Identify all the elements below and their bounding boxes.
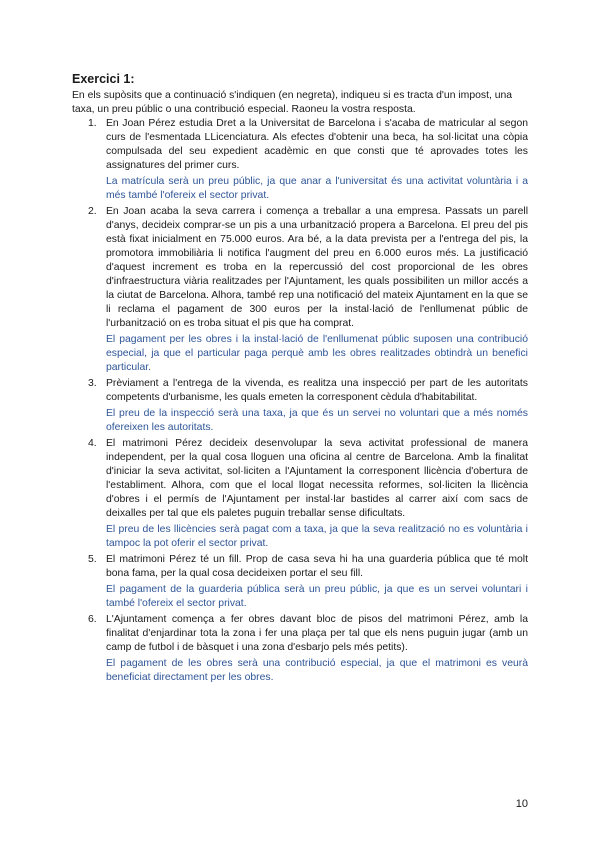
item-answer: El pagament de la guarderia pública serà un preu públic, ja que es un servei voluntari i també l'ofereix el sector privat.	[106, 584, 528, 609]
list-item	[72, 437, 528, 551]
item-answer: La matrícula serà un preu públic, ja que anar a l'universitat és una activitat voluntària i a més també l'ofereix el sector privat.	[106, 176, 528, 201]
item-statement: L'Ajuntament comença a fer obres davant bloc de pisos del matrimoni Pérez, amb la finalitat d'enjardinar tota la zona i fer una plaça per tal que els nens puguin jugar (amb un camp de futbol i de bàsquet i una zona d'esbarjo pels més petits).	[106, 614, 528, 653]
exercise-title: Exercici 1:	[72, 72, 135, 86]
document-body	[72, 72, 528, 687]
item-statement: En Joan acaba la seva carrera i comença a treballar a una empresa. Passats un parell d'anys, decideix comprar-se un pis a una urbanització propera a Barcelona. El preu del pis està fixat inicialment en 75.000 euros. Ara bé, a la data prevista per a l'entrega del pis, la promotora immobiliària li notifica l'augment del preu en 6.000 euros més. La justificació d'aquest increment es troba en la repercussió del cost proporcional de les obres d'infraestructura viària realitzades per l'Ajuntament, les quals possibiliten un millor accés a la ciutat de Barcelona. Alhora, també rep una notificació del mateix Ajuntament en la que se li reclama el pagament de 300 euros per la instal·lació de l'enllumenat públic de l'urbanització on es troba situat el pis que ha comprat.	[106, 206, 528, 329]
list-item	[72, 377, 528, 435]
item-number: 4.	[88, 438, 97, 449]
item-number: 6.	[88, 614, 97, 625]
list-item	[72, 613, 528, 685]
item-statement: El matrimoni Pérez decideix desenvolupar la seva activitat professional de manera independent, per la qual cosa lloguen una oficina al centre de Barcelona. Amb la finalitat d'iniciar la seva activitat, sol·liciten a l'Ajuntament la corresponent llicència d'obertura de l'establiment. Alhora, com que el local llogat necessita reformes, sol·liciten la llicència d'obres i el permís de l'Ajuntament per instal·lar bastides al carrer així com sacs de deixalles per tal que els paletes puguin treballar sense dificultats.	[106, 438, 528, 519]
list-item	[72, 205, 528, 375]
item-statement: Prèviament a l'entrega de la vivenda, es realitza una inspecció per part de les autoritats competents d'urbanisme, les quals emeten la corresponent cèdula d'habitabilitat.	[106, 378, 528, 403]
item-number: 3.	[88, 378, 97, 389]
item-number: 1.	[88, 118, 97, 129]
item-answer: El preu de les llicències serà pagat com a taxa, ja que la seva realització no es voluntària i tampoc la pot oferir el sector privat.	[106, 524, 528, 549]
item-answer: El pagament de les obres serà una contribució especial, ja que el matrimoni es veurà beneficiat directament per les obres.	[106, 658, 528, 683]
item-answer: El pagament per les obres i la instal·lació de l'enllumenat públic suposen una contribució especial, ja que el particular paga perquè amb les obres realitzades obtindrà un benefici particular.	[106, 334, 528, 373]
page-number: 10	[515, 798, 528, 810]
list-item	[72, 117, 528, 203]
exercise-intro: En els supòsits que a continuació s'indiquen (en negreta), indiqueu si es tracta d'un impost, una taxa, un preu públic o una contribució especial. Raoneu la vostra resposta.	[72, 90, 513, 115]
item-number: 5.	[88, 554, 97, 565]
list-item	[72, 553, 528, 611]
item-number: 2.	[88, 206, 97, 217]
item-answer: El preu de la inspecció serà una taxa, ja que és un servei no voluntari que a més només ofereixen les autoritats.	[106, 408, 528, 433]
item-statement: El matrimoni Pérez té un fill. Prop de casa seva hi ha una guarderia pública que té molt bona fama, per la qual cosa decideixen portar el seu fill.	[106, 554, 528, 579]
item-statement: En Joan Pérez estudia Dret a la Universitat de Barcelona i s'acaba de matricular al segon curs de l'esmentada LLicenciatura. Als efectes d'obtenir una beca, ha sol·licitat una còpia compulsada del seu expedient acadèmic en que consti que té aprovades totes les assignatures del primer curs.	[106, 118, 528, 171]
exercise-list	[72, 117, 528, 685]
